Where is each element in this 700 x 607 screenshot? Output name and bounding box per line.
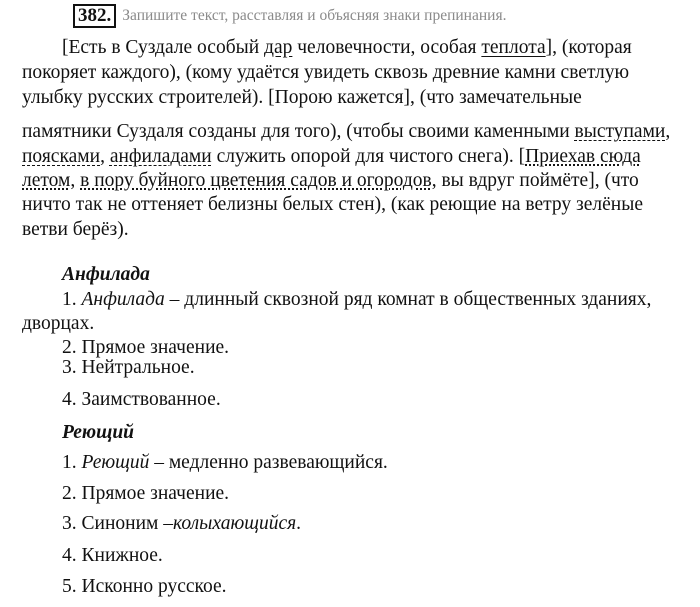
text-segment: , [70, 170, 81, 191]
text-segment: , вы вдруг поймёте], (что [431, 170, 639, 191]
exercise-task: Запишите текст, расставляя и объясняя знаки препинания. [122, 7, 507, 24]
text-segment: служить опорой для чистого снега). [ [211, 146, 526, 167]
marked-word: в пору буйного цветения садов и огородов [80, 170, 432, 191]
text-line [62, 263, 150, 287]
text-segment: покоряет каждого), (кому удаётся увидеть сквозь древние камни светлую [22, 62, 630, 83]
text-line [62, 356, 195, 380]
text-segment: 3. Нейтральное. [62, 357, 195, 378]
text-segment: ветви берёз). [22, 219, 129, 240]
text-line [22, 86, 582, 110]
text-segment: 4. Книжное. [62, 545, 163, 566]
text-line [62, 451, 388, 475]
marked-word: Анфилада [81, 289, 165, 310]
text-line [62, 544, 163, 568]
text-segment: – медленно развевающийся. [149, 452, 388, 473]
text-segment: 1. [62, 452, 82, 473]
term-heading: Реющий [62, 422, 135, 443]
text-segment: памятники Суздаля созданы для того), (чтобы своими каменными [22, 121, 575, 142]
exercise-header [73, 4, 506, 28]
text-segment: . [296, 513, 302, 534]
text-line [22, 145, 641, 169]
marked-word: Реющий [81, 452, 150, 473]
text-segment: ничто так не оттеняет белизны белых стен), (как реющие на ветру зелёные [22, 194, 643, 215]
text-segment: 4. Заимствованное. [62, 389, 221, 410]
marked-word: летом [22, 170, 71, 191]
text-segment: 1. [62, 289, 82, 310]
text-line [62, 36, 632, 60]
marked-word: анфиладами [109, 146, 212, 167]
text-line [62, 512, 301, 536]
marked-word: поясками [22, 146, 101, 167]
marked-word: колыхающийся [172, 513, 297, 534]
text-line [62, 482, 229, 506]
text-line [22, 169, 639, 193]
text-segment: ], (которая [545, 37, 632, 58]
text-segment: 3. Синоним – [62, 513, 173, 534]
text-segment: улыбку русских строителей). [Порою кажется], (что замечательные [22, 87, 582, 108]
text-line [22, 218, 129, 242]
text-segment: , [665, 121, 671, 142]
exercise-number: 382. [73, 4, 116, 28]
text-line [22, 312, 94, 336]
text-segment: 2. Прямое значение. [62, 337, 230, 358]
text-line [22, 120, 670, 144]
text-line [22, 193, 643, 217]
text-segment: 5. Исконно русское. [62, 576, 227, 597]
text-line [62, 288, 651, 312]
text-segment: [Есть в Суздале особый [62, 37, 265, 58]
text-line [62, 388, 221, 412]
marked-word: выступами [574, 121, 666, 142]
text-segment: человечности, особая [292, 37, 482, 58]
text-line [22, 61, 629, 85]
marked-word: теплота [481, 37, 546, 58]
term-heading: Анфилада [62, 264, 150, 285]
text-segment: 2. Прямое значение. [62, 483, 230, 504]
text-segment: дворцах. [22, 313, 95, 334]
text-segment: – длинный сквозной ряд комнат в общественных зданиях, [164, 289, 652, 310]
marked-word: дар [264, 37, 293, 58]
marked-word: Приехав сюда [525, 146, 641, 167]
text-segment: , [100, 146, 110, 167]
text-line [62, 575, 227, 599]
text-line [62, 421, 134, 445]
